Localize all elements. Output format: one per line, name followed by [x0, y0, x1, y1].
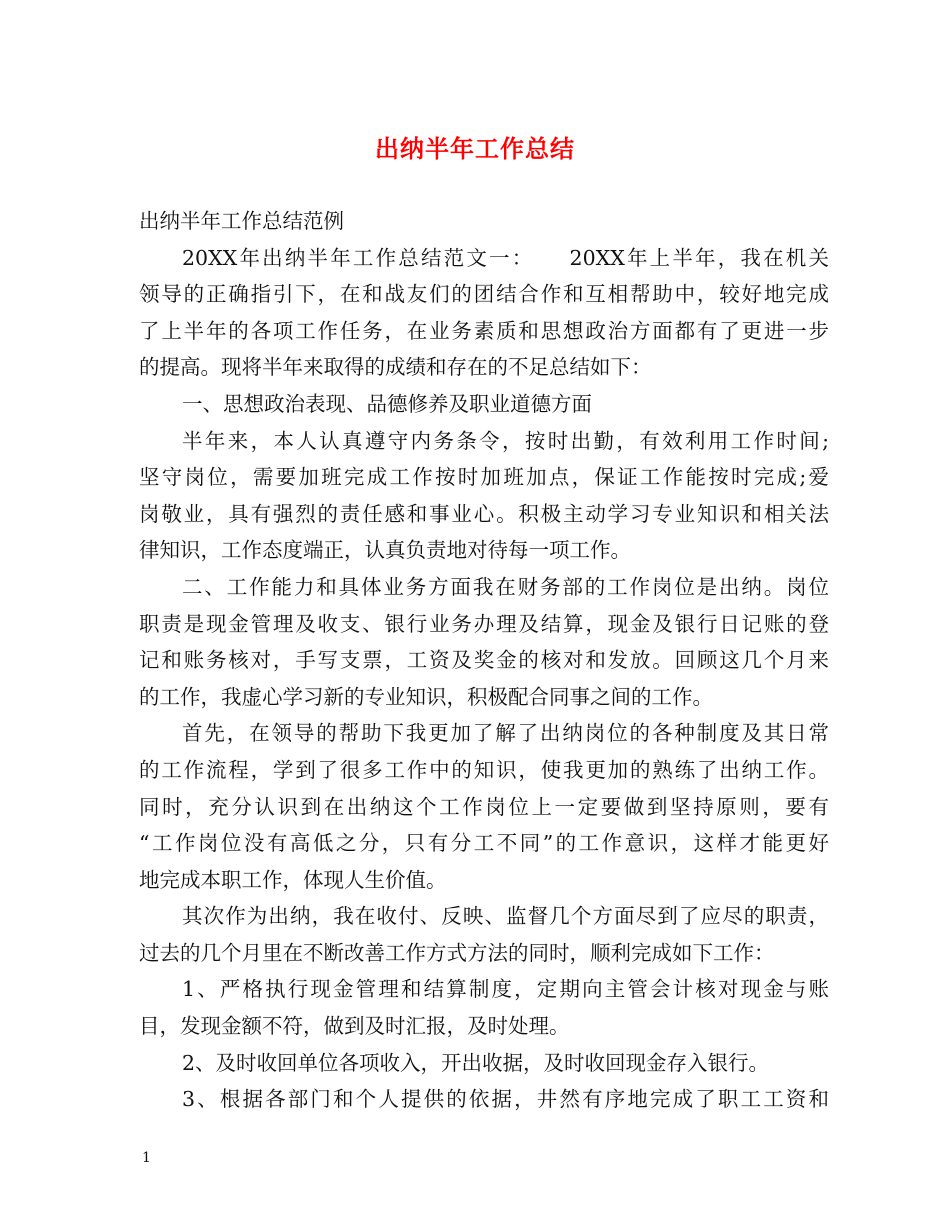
body-line: 岗敬业，具有强烈的责任感和事业心。积极主动学习专业知识和相关法 — [139, 501, 829, 526]
body-line: 的工作，我虚心学习新的专业知识，积极配合同事之间的工作。 — [139, 684, 713, 709]
body-line: 领导的正确指引下，在和战友们的团结合作和互相帮助中，较好地完成 — [139, 282, 829, 307]
body-line: “工作岗位没有高低之分，只有分工不同”的工作意识，这样才能更好 — [139, 831, 829, 856]
document-body — [139, 203, 829, 1118]
body-line: 的提高。现将半年来取得的成绩和存在的不足总结如下： — [139, 355, 652, 380]
body-line-subtitle: 出纳半年工作总结范例 — [139, 209, 344, 233]
list-item: 2、及时收回单位各项收入，开出收据，及时收回现金存入银行。 — [182, 1050, 770, 1075]
body-line: 同时，充分认识到在出纳这个工作岗位上一定要做到坚持原则，要有 — [139, 794, 829, 819]
document-title: 出纳半年工作总结 — [375, 134, 575, 163]
body-line: 记和账务核对，手写支票，工资及奖金的核对和发放。回顾这几个月来 — [139, 648, 829, 673]
list-item: 1、严格执行现金管理和结算制度，定期向主管会计核对现金与账 — [182, 977, 829, 1002]
section-heading: 一、思想政治表现、品德修养及职业道德方面 — [182, 391, 592, 416]
body-line: 二、工作能力和具体业务方面我在财务部的工作岗位是出纳。岗位 — [182, 574, 829, 599]
body-line: 半年来，本人认真遵守内务条令，按时出勤，有效利用工作时间; — [182, 428, 829, 453]
list-item: 3、根据各部门和个人提供的依据，井然有序地完成了职工工资和 — [182, 1087, 829, 1112]
body-line: 律知识，工作态度端正，认真负责地对待每一项工作。 — [139, 538, 631, 563]
body-line: 其次作为出纳，我在收付、反映、监督几个方面尽到了应尽的职责， — [182, 904, 829, 929]
body-line: 20XX年出纳半年工作总结范文一： 20XX年上半年，我在机关 — [182, 245, 829, 270]
body-line: 的工作流程，学到了很多工作中的知识，使我更加的熟练了出纳工作。 — [139, 757, 829, 782]
body-line: 地完成本职工作，体现人生价值。 — [139, 867, 447, 892]
body-line: 首先，在领导的帮助下我更加了解了出纳岗位的各种制度及其日常 — [182, 721, 829, 746]
body-line: 坚守岗位，需要加班完成工作按时加班加点，保证工作能按时完成;爱 — [139, 465, 829, 490]
body-line: 目，发现金额不符，做到及时汇报，及时处理。 — [139, 1014, 570, 1039]
body-line: 过去的几个月里在不断改善工作方式方法的同时，顺利完成如下工作： — [139, 940, 775, 965]
page-number: 1 — [142, 1150, 151, 1166]
body-line: 职责是现金管理及收支、银行业务办理及结算，现金及银行日记账的登 — [139, 611, 829, 636]
body-line: 了上半年的各项工作任务，在业务素质和思想政治方面都有了更进一步 — [139, 318, 829, 343]
